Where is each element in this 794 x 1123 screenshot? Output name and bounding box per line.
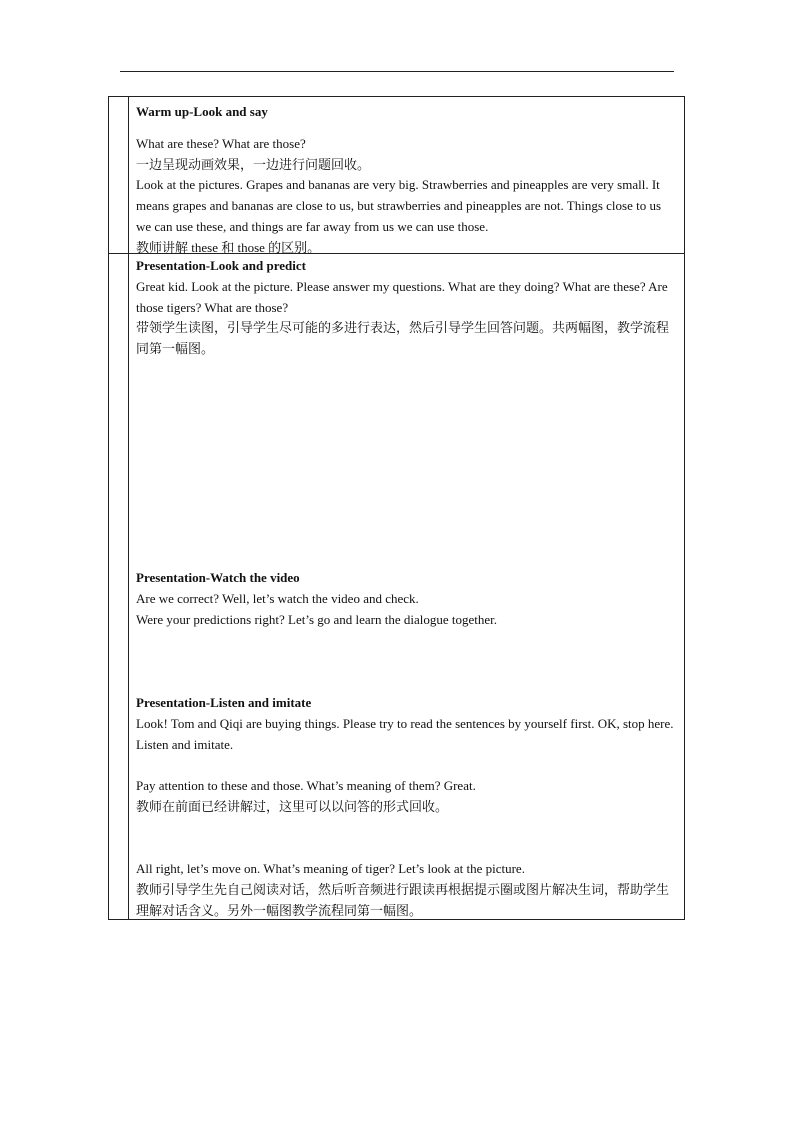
warmup-line-2: 一边呈现动画效果，一边进行问题回收。 bbox=[136, 156, 371, 172]
listen-heading: Presentation-Listen and imitate bbox=[136, 695, 312, 710]
video-heading: Presentation-Watch the video bbox=[136, 570, 300, 585]
attention-block bbox=[136, 776, 678, 818]
attention-line-2: 教师在前面已经讲解过，这里可以以问答的形式回收。 bbox=[136, 798, 449, 814]
warmup-line-3: Look at the pictures. Grapes and bananas are very big. Strawberries and pineapples are very small. It means grapes and bananas are close to us, but strawberries and pineapples are not. Things close to us we can use these, and things are far away from us we can use those. bbox=[136, 177, 662, 234]
moveon-line-1: All right, let’s move on. What’s meaning of tiger? Let’s look at the picture. bbox=[136, 861, 525, 876]
listen-line-1: Look! Tom and Qiqi are buying things. Please try to read the sentences by yourself first. OK, stop here. Listen and imitate. bbox=[136, 715, 674, 752]
warmup-cell bbox=[136, 102, 678, 259]
moveon-line-2: 教师引导学生先自己阅读对话，然后听音频进行跟读再根据提示圈或图片解决生词，帮助学生理解对话含义。另外一幅图教学流程同第一幅图。 bbox=[136, 881, 670, 918]
predict-block bbox=[136, 256, 678, 360]
lesson-table bbox=[108, 96, 685, 920]
predict-heading: Presentation-Look and predict bbox=[136, 258, 306, 273]
warmup-heading: Warm up-Look and say bbox=[136, 104, 268, 119]
predict-line-2: 带领学生读图，引导学生尽可能的多进行表达，然后引导学生回答问题。共两幅图，教学流程同第一幅图。 bbox=[136, 320, 670, 357]
attention-line-1: Pay attention to these and those. What’s meaning of them? Great. bbox=[136, 778, 476, 793]
warmup-line-4: 教师讲解 these 和 those 的区别。 bbox=[136, 239, 321, 255]
video-block bbox=[136, 568, 678, 630]
predict-line-1: Great kid. Look at the picture. Please answer my questions. What are they doing? What are these? Are those tigers? What are those? bbox=[136, 278, 668, 315]
header-rule bbox=[120, 71, 674, 72]
left-column bbox=[109, 97, 129, 919]
listen-block bbox=[136, 693, 678, 755]
warmup-line-1: What are these? What are those? bbox=[136, 135, 306, 151]
video-line-2: Were your predictions right? Let’s go and learn the dialogue together. bbox=[136, 611, 498, 627]
video-line-1: Are we correct? Well, let’s watch the video and check. bbox=[136, 590, 419, 606]
moveon-block bbox=[136, 859, 678, 921]
